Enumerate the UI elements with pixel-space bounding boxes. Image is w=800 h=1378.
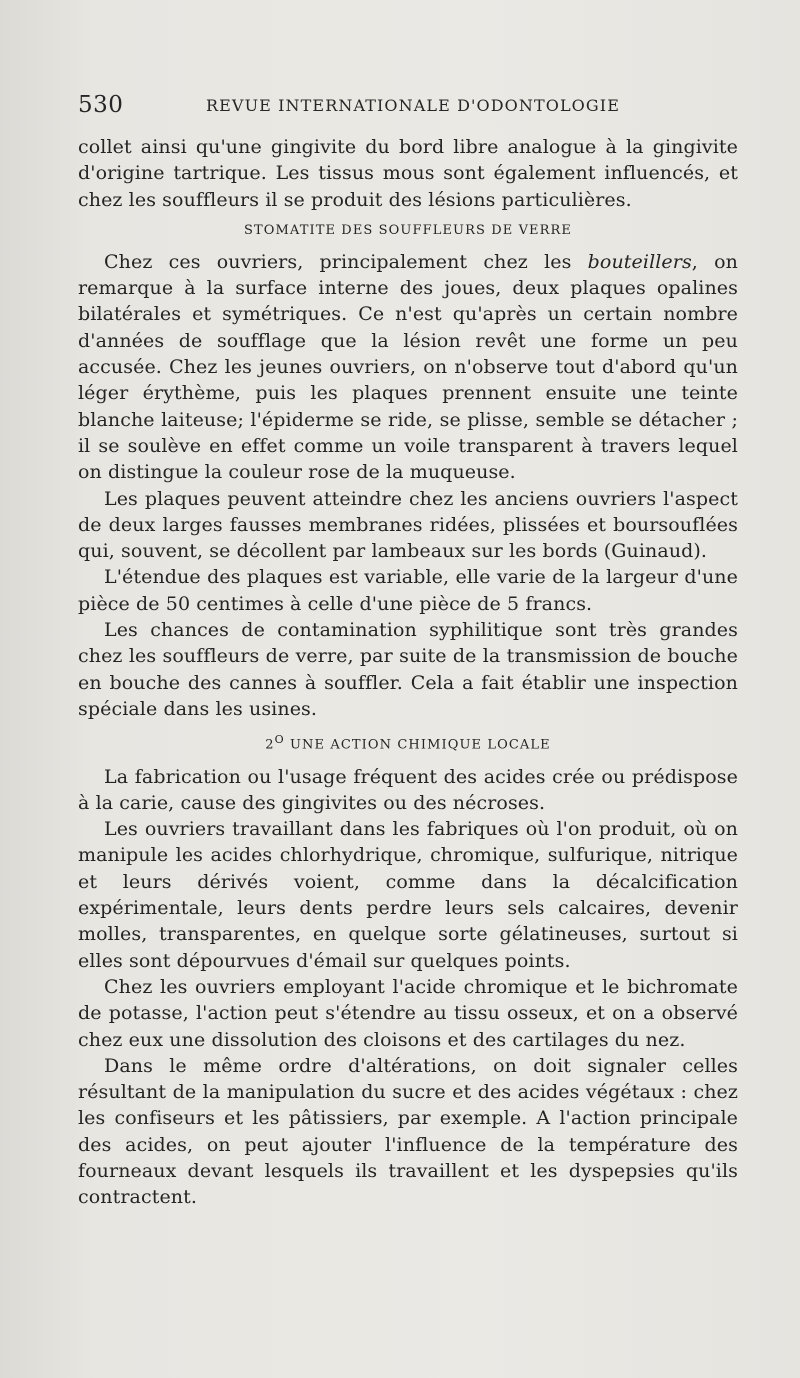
page-number: 530 [78,92,124,118]
paragraph-continuation: collet ainsi qu'une gingivite du bord libre analogue à la gingivite d'origine tartrique. Les tissus mous sont également influencés, et chez les souffleurs il se produit des lésions particulières. [78,136,738,211]
running-title: REVUE INTERNATIONALE D'ODONTOLOGIE [206,96,620,115]
paragraph-contamination: Les chances de contamination syphilitique sont très grandes chez les souffleurs de verre, par suite de la transmission de bouche en bouche des cannes à souffler. Cela a fait établir une inspection spéciale dans les usines. [78,619,738,720]
page-header [78,92,738,122]
page-body [78,134,738,1211]
paragraph-etendue: L'étendue des plaques est variable, elle varie de la largeur d'une pièce de 50 centimes à celle d'une pièce de 5 francs. [78,566,738,615]
section-number-superscript: O [274,733,285,747]
paragraph-fabrication: La fabrication ou l'usage fréquent des acides crée ou prédispose à la carie, cause des gingivites ou des nécroses. [78,765,738,814]
section-heading-action-chimique [78,731,738,754]
section-number: 2 [265,737,275,753]
paragraph-ouvriers-acides: Les ouvriers travaillant dans les fabriques où l'on produit, où on manipule les acides chlorhydrique, chromique, sulfurique, nitrique et leurs dérivés voient, comme dans la décalcification expérimentale, leurs dents perdre leurs sels calcaires, devenir molles, transparentes, en quelque sorte gélatineuses, surtout si elles sont dépourvues d'émail sur quelques points. [78,818,738,972]
paragraph-plaques: Les plaques peuvent atteindre chez les anciens ouvriers l'aspect de deux larges fausses membranes ridées, plissées et boursouflées qui, souvent, se décollent par lambeaux sur les bords (Guinaud). [78,487,738,563]
paragraph-acide-chromique: Chez les ouvriers employant l'acide chromique et le bichromate de potasse, l'action peut s'étendre au tissu osseux, et on a observé chez eux une dissolution des cloisons et des cartilages du nez. [78,975,738,1051]
section-heading-stomatite: STOMATITE DES SOUFFLEURS DE VERRE [243,222,573,238]
italic-term-bouteillers: bouteillers [587,250,692,273]
paragraph-bouteillers-start: Chez ces ouvriers, principalement chez les [104,250,588,273]
paragraph-bouteillers [78,249,738,486]
section-heading-text: UNE ACTION CHIMIQUE LOCALE [284,737,551,753]
paragraph-bouteillers-rest: , on remarque à la surface interne des joues, deux plaques opalines bilatérales et symétriques. Ce n'est qu'après un certain nombre d'années de soufflage que la lésion revêt une forme un peu accusée. Chez les jeunes ouvriers, on n'observe tout d'abord qu'un léger érythème, puis les plaques prennent ensuite une teinte blanche laiteuse; l'épiderme se ride, se plisse, semble se détacher ; il se soulève en effet comme un voile transparent à travers lequel on distingue la couleur rose de la muqueuse. [78,250,739,484]
paragraph-sucre-acides: Dans le même ordre d'altérations, on doit signaler celles résultant de la manipulation du sucre et des acides végétaux : chez les confiseurs et les pâtissiers, par exemple. A l'action principale des acides, on peut ajouter l'influence de la température des fourneaux devant lesquels ils travaillent et les dyspepsies qu'ils contractent. [78,1054,738,1209]
